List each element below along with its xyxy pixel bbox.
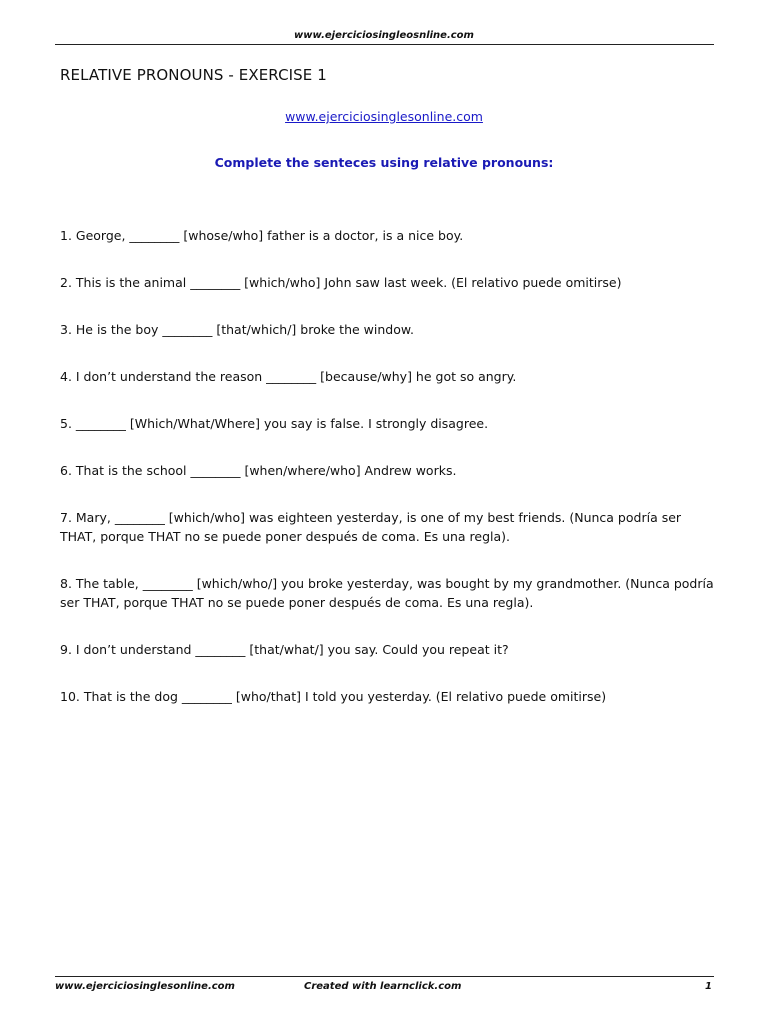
page-number: 1	[705, 981, 712, 992]
header-url: www.ejerciciosingleosnline.com	[294, 30, 474, 41]
header-divider	[55, 44, 714, 45]
instruction-text: Complete the senteces using relative pronouns:	[214, 155, 554, 170]
question-item: 6. That is the school ________ [when/where/who] Andrew works.	[60, 463, 457, 478]
question-item: 1. George, ________ [whose/who] father is a doctor, is a nice boy.	[60, 228, 464, 243]
website-link[interactable]: www.ejerciciosinglesonline.com	[285, 109, 483, 124]
footer-site-url: www.ejerciciosinglesonline.com	[55, 981, 235, 992]
question-item: 9. I don’t understand ________ [that/what/] you say. Could you repeat it?	[60, 642, 509, 657]
footer-divider	[55, 976, 714, 977]
question-list	[60, 226, 720, 734]
question-item: 7. Mary, ________ [which/who] was eighteen yesterday, is one of my best friends. (Nunca podría ser THAT, porque THAT no se puede poner después de coma. Es una regla).	[60, 510, 682, 544]
question-item: 2. This is the animal ________ [which/who] John saw last week. (El relativo puede omitirse)	[60, 275, 622, 290]
question-item: 3. He is the boy ________ [that/which/] broke the window.	[60, 322, 414, 337]
question-item: 5. ________ [Which/What/Where] you say is false. I strongly disagree.	[60, 416, 489, 431]
question-item: 4. I don’t understand the reason ________ [because/why] he got so angry.	[60, 369, 517, 384]
question-item: 8. The table, ________ [which/who/] you broke yesterday, was bought by my grandmother. (Nunca podría ser THAT, porque THAT no se puede poner después de coma. Es una regla).	[60, 576, 714, 610]
page-title: RELATIVE PRONOUNS - EXERCISE 1	[60, 66, 327, 84]
footer-credit: Created with learnclick.com	[304, 981, 462, 992]
question-item: 10. That is the dog ________ [who/that] I told you yesterday. (El relativo puede omitirse)	[60, 689, 607, 704]
page-footer	[55, 981, 714, 995]
